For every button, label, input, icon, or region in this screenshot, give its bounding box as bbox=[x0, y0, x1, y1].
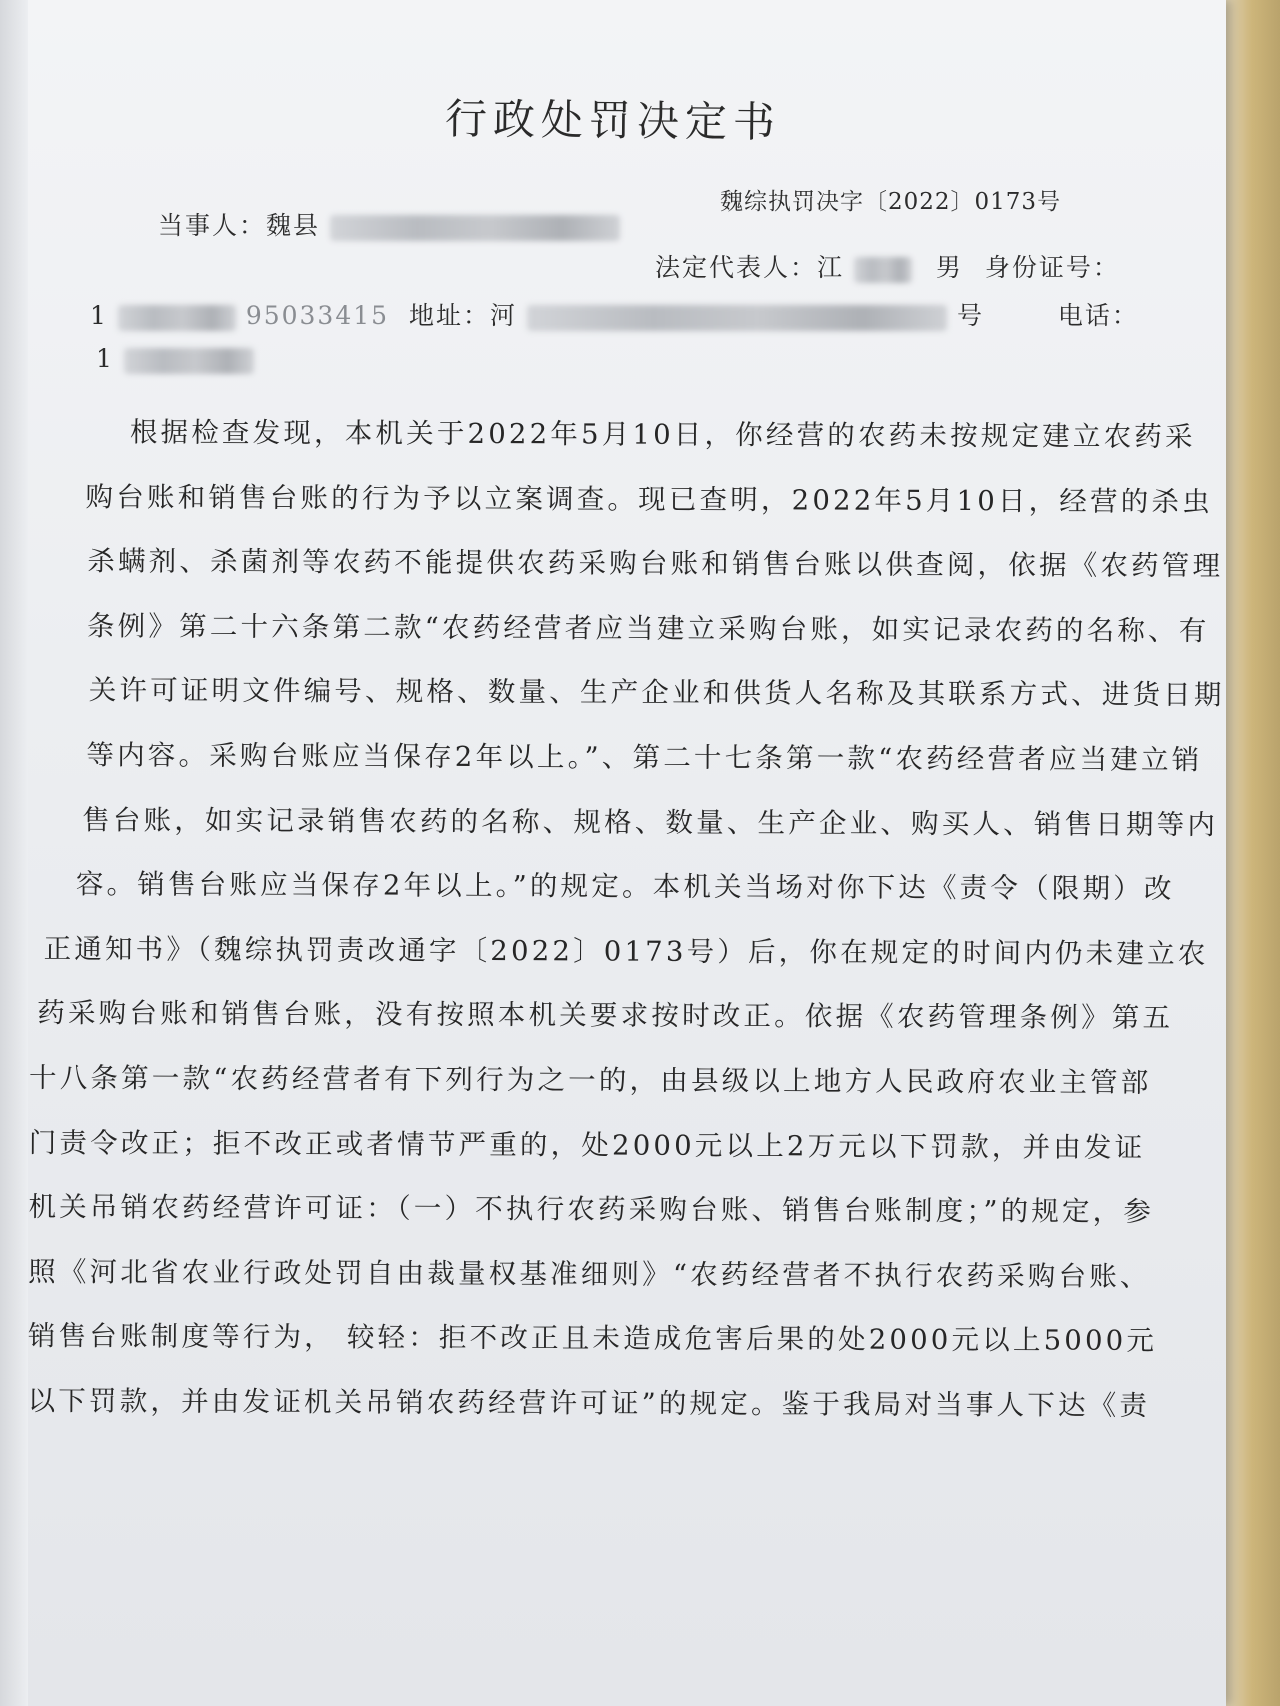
body-line: 杀螨剂、杀菌剂等农药不能提供农药采购台账和销售台账以供查阅，依据《农药管理 bbox=[87, 545, 1224, 583]
body-line: 销售台账制度等行为， 较轻：拒不改正且未造成危害后果的处2000元以上5000元 bbox=[27, 1320, 1158, 1358]
gender: 男 bbox=[935, 253, 963, 282]
body-line: 容。销售台账应当保存2年以上。”的规定。本机关当场对你下达《责令（限期）改 bbox=[75, 868, 1175, 906]
party-label: 当事人：魏县 bbox=[158, 211, 321, 240]
body-line: 等内容。采购台账应当保存2年以上。”、第二十七条第一款“农药经营者应当建立销 bbox=[86, 739, 1203, 777]
body-line: 药采购台账和销售台账，没有按照本机关要求按时改正。依据《农药管理条例》第五 bbox=[37, 997, 1174, 1035]
body-line: 正通知书》（魏综执罚责改通字〔2022〕0173号）后，你在规定的时间内仍未建立农 bbox=[43, 932, 1209, 970]
legal-rep-line bbox=[655, 248, 1120, 284]
phone-label: 电话： bbox=[1057, 301, 1139, 330]
id-partial-start: 1 bbox=[90, 301, 108, 330]
legal-rep-label: 法定代表人：江 bbox=[655, 253, 845, 282]
body-line: 照《河北省农业行政处罚自由裁量权基准细则》“农药经营者不执行农药采购台账、 bbox=[28, 1255, 1151, 1293]
redacted-address bbox=[527, 305, 947, 331]
body-line: 机关吊销农药经营许可证：（一）不执行农药采购台账、销售台账制度；”的规定，参 bbox=[28, 1191, 1155, 1229]
party-line-1 bbox=[158, 206, 620, 242]
body-line: 售台账，如实记录销售农药的名称、规格、数量、生产企业、购买人、销售日期等内 bbox=[82, 803, 1219, 841]
document-body bbox=[27, 400, 1225, 1439]
document-title: 行政处罚决定书 bbox=[444, 94, 782, 147]
page-fold-shadow bbox=[0, 0, 28, 1706]
id-partial-end: 95033415 bbox=[245, 301, 390, 330]
body-line: 关许可证明文件编号、规格、数量、生产企业和供货人名称及其联系方式、进货日期 bbox=[88, 674, 1225, 712]
body-line: 条例》第二十六条第二款“农药经营者应当建立采购台账，如实记录农药的名称、有 bbox=[86, 610, 1210, 647]
id-label: 身份证号： bbox=[984, 253, 1120, 282]
party-line-3 bbox=[96, 344, 254, 374]
address-suffix: 号 bbox=[956, 301, 984, 330]
redacted-party-name bbox=[330, 215, 620, 241]
address-label: 地址：河 bbox=[409, 301, 518, 330]
redacted-phone bbox=[124, 348, 254, 374]
document-number: 魏综执罚决字〔2022〕0173号 bbox=[720, 189, 1062, 215]
redacted-id-middle bbox=[118, 305, 236, 331]
party-line-2 bbox=[90, 296, 1139, 332]
redacted-legal-rep-name bbox=[854, 257, 912, 283]
body-line: 以下罚款，并由发证机关吊销农药经营许可证”的规定。鉴于我局对当事人下达《责 bbox=[27, 1384, 1151, 1422]
body-line: 门责令改正；拒不改正或者情节严重的，处2000元以上2万元以下罚款，并由发证 bbox=[28, 1126, 1146, 1164]
body-line: 根据检查发现，本机关于2022年5月10日，你经营的农药未按规定建立农药采 bbox=[129, 416, 1196, 454]
body-line: 购台账和销售台账的行为予以立案调查。现已查明，2022年5月10日，经营的杀虫 bbox=[85, 480, 1213, 518]
phone-partial: 1 bbox=[96, 344, 114, 373]
body-line: 十八条第一款“农药经营者有下列行为之一的，由县级以上地方人民政府农业主管部 bbox=[28, 1061, 1152, 1099]
